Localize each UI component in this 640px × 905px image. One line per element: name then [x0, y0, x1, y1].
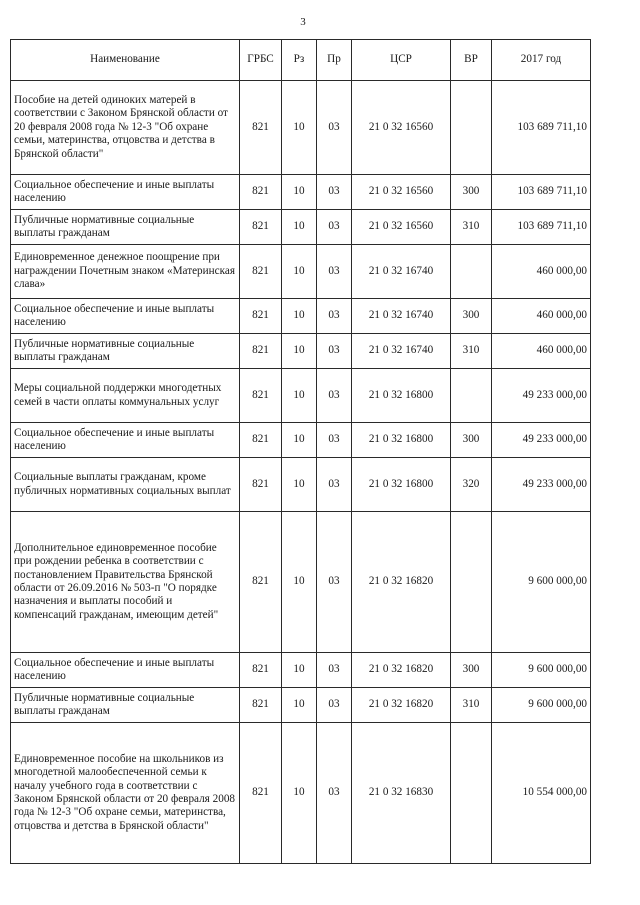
table-row [11, 423, 591, 458]
row-vr: 310 [451, 210, 492, 245]
table-row [11, 688, 591, 723]
row-name: Публичные нормативные социальные выплаты гражданам [11, 210, 240, 245]
table-row [11, 81, 591, 175]
row-grbs: 821 [240, 245, 282, 299]
row-csr: 21 0 32 16820 [352, 688, 451, 723]
row-amount: 9 600 000,00 [492, 653, 591, 688]
row-grbs: 821 [240, 299, 282, 334]
budget-table [10, 39, 591, 864]
row-pr: 03 [317, 723, 352, 864]
row-amount: 49 233 000,00 [492, 423, 591, 458]
header-grbs: ГРБС [240, 40, 282, 81]
row-vr [451, 369, 492, 423]
row-csr: 21 0 32 16560 [352, 81, 451, 175]
table-header-row [11, 40, 591, 81]
row-rz: 10 [282, 423, 317, 458]
row-csr: 21 0 32 16820 [352, 512, 451, 653]
row-vr [451, 81, 492, 175]
row-pr: 03 [317, 653, 352, 688]
row-pr: 03 [317, 369, 352, 423]
table-row [11, 175, 591, 210]
row-csr: 21 0 32 16560 [352, 175, 451, 210]
row-name: Дополнительное единовременное пособие при рождении ребенка в соответствии с постановлением Правительства Брянской области от 26.09.2016 № 503-п "О порядке назначения и выплаты пособий и компенсаций гражданам, имеющим детей" [11, 512, 240, 653]
row-vr: 310 [451, 688, 492, 723]
row-amount: 103 689 711,10 [492, 81, 591, 175]
row-csr: 21 0 32 16830 [352, 723, 451, 864]
page-number: 3 [300, 16, 306, 28]
row-rz: 10 [282, 369, 317, 423]
row-amount: 460 000,00 [492, 334, 591, 369]
row-vr [451, 723, 492, 864]
row-csr: 21 0 32 16800 [352, 458, 451, 512]
row-csr: 21 0 32 16740 [352, 245, 451, 299]
table-row [11, 512, 591, 653]
table-row [11, 334, 591, 369]
row-name: Пособие на детей одиноких матерей в соответствии с Законом Брянской области от 20 февраля 2008 года № 12-3 "Об охране семьи, материнства, отцовства и детства в Брянской области" [11, 81, 240, 175]
row-name: Социальное обеспечение и иные выплаты населению [11, 423, 240, 458]
row-grbs: 821 [240, 210, 282, 245]
row-grbs: 821 [240, 458, 282, 512]
row-name: Единовременное пособие на школьников из многодетной малообеспеченной семьи к началу учебного года в соответствии с Законом Брянской области от 20 февраля 2008 года № 12-3 "Об охране семьи, материнства, отцовства и детства в Брянской области" [11, 723, 240, 864]
header-pr: Пр [317, 40, 352, 81]
row-grbs: 821 [240, 369, 282, 423]
table-row [11, 653, 591, 688]
row-vr [451, 245, 492, 299]
row-rz: 10 [282, 512, 317, 653]
table-row [11, 210, 591, 245]
row-rz: 10 [282, 81, 317, 175]
table-row [11, 369, 591, 423]
row-vr: 320 [451, 458, 492, 512]
row-name: Публичные нормативные социальные выплаты гражданам [11, 688, 240, 723]
row-rz: 10 [282, 245, 317, 299]
row-vr: 310 [451, 334, 492, 369]
table-row [11, 245, 591, 299]
header-name: Наименование [11, 40, 240, 81]
row-csr: 21 0 32 16740 [352, 334, 451, 369]
row-pr: 03 [317, 423, 352, 458]
row-grbs: 821 [240, 688, 282, 723]
table-row [11, 458, 591, 512]
row-csr: 21 0 32 16800 [352, 423, 451, 458]
row-grbs: 821 [240, 723, 282, 864]
row-vr: 300 [451, 653, 492, 688]
row-pr: 03 [317, 175, 352, 210]
row-pr: 03 [317, 81, 352, 175]
table-row [11, 299, 591, 334]
row-amount: 10 554 000,00 [492, 723, 591, 864]
row-amount: 49 233 000,00 [492, 458, 591, 512]
row-amount: 9 600 000,00 [492, 512, 591, 653]
row-name: Социальные выплаты гражданам, кроме публичных нормативных социальных выплат [11, 458, 240, 512]
row-pr: 03 [317, 334, 352, 369]
row-amount: 460 000,00 [492, 245, 591, 299]
row-amount: 103 689 711,10 [492, 210, 591, 245]
row-name: Социальное обеспечение и иные выплаты населению [11, 299, 240, 334]
row-grbs: 821 [240, 423, 282, 458]
row-grbs: 821 [240, 512, 282, 653]
row-csr: 21 0 32 16560 [352, 210, 451, 245]
header-year-amount: 2017 год [492, 40, 591, 81]
row-grbs: 821 [240, 175, 282, 210]
row-rz: 10 [282, 688, 317, 723]
row-name: Единовременное денежное поощрение при награждении Почетным знаком «Материнская слава» [11, 245, 240, 299]
header-csr: ЦСР [352, 40, 451, 81]
row-pr: 03 [317, 458, 352, 512]
table-row [11, 723, 591, 864]
row-pr: 03 [317, 512, 352, 653]
row-csr: 21 0 32 16800 [352, 369, 451, 423]
row-amount: 460 000,00 [492, 299, 591, 334]
row-amount: 49 233 000,00 [492, 369, 591, 423]
row-name: Публичные нормативные социальные выплаты гражданам [11, 334, 240, 369]
row-vr: 300 [451, 299, 492, 334]
row-pr: 03 [317, 688, 352, 723]
row-grbs: 821 [240, 81, 282, 175]
header-vr: ВР [451, 40, 492, 81]
row-vr: 300 [451, 423, 492, 458]
row-name: Социальное обеспечение и иные выплаты населению [11, 653, 240, 688]
row-rz: 10 [282, 175, 317, 210]
row-rz: 10 [282, 210, 317, 245]
row-amount: 9 600 000,00 [492, 688, 591, 723]
row-pr: 03 [317, 299, 352, 334]
row-grbs: 821 [240, 334, 282, 369]
row-rz: 10 [282, 723, 317, 864]
row-rz: 10 [282, 653, 317, 688]
header-rz: Рз [282, 40, 317, 81]
row-csr: 21 0 32 16740 [352, 299, 451, 334]
row-amount: 103 689 711,10 [492, 175, 591, 210]
row-vr: 300 [451, 175, 492, 210]
row-rz: 10 [282, 299, 317, 334]
row-pr: 03 [317, 210, 352, 245]
row-csr: 21 0 32 16820 [352, 653, 451, 688]
row-rz: 10 [282, 458, 317, 512]
row-pr: 03 [317, 245, 352, 299]
row-rz: 10 [282, 334, 317, 369]
row-vr [451, 512, 492, 653]
row-grbs: 821 [240, 653, 282, 688]
table-body [11, 81, 591, 864]
row-name: Меры социальной поддержки многодетных семей в части оплаты коммунальных услуг [11, 369, 240, 423]
row-name: Социальное обеспечение и иные выплаты населению [11, 175, 240, 210]
